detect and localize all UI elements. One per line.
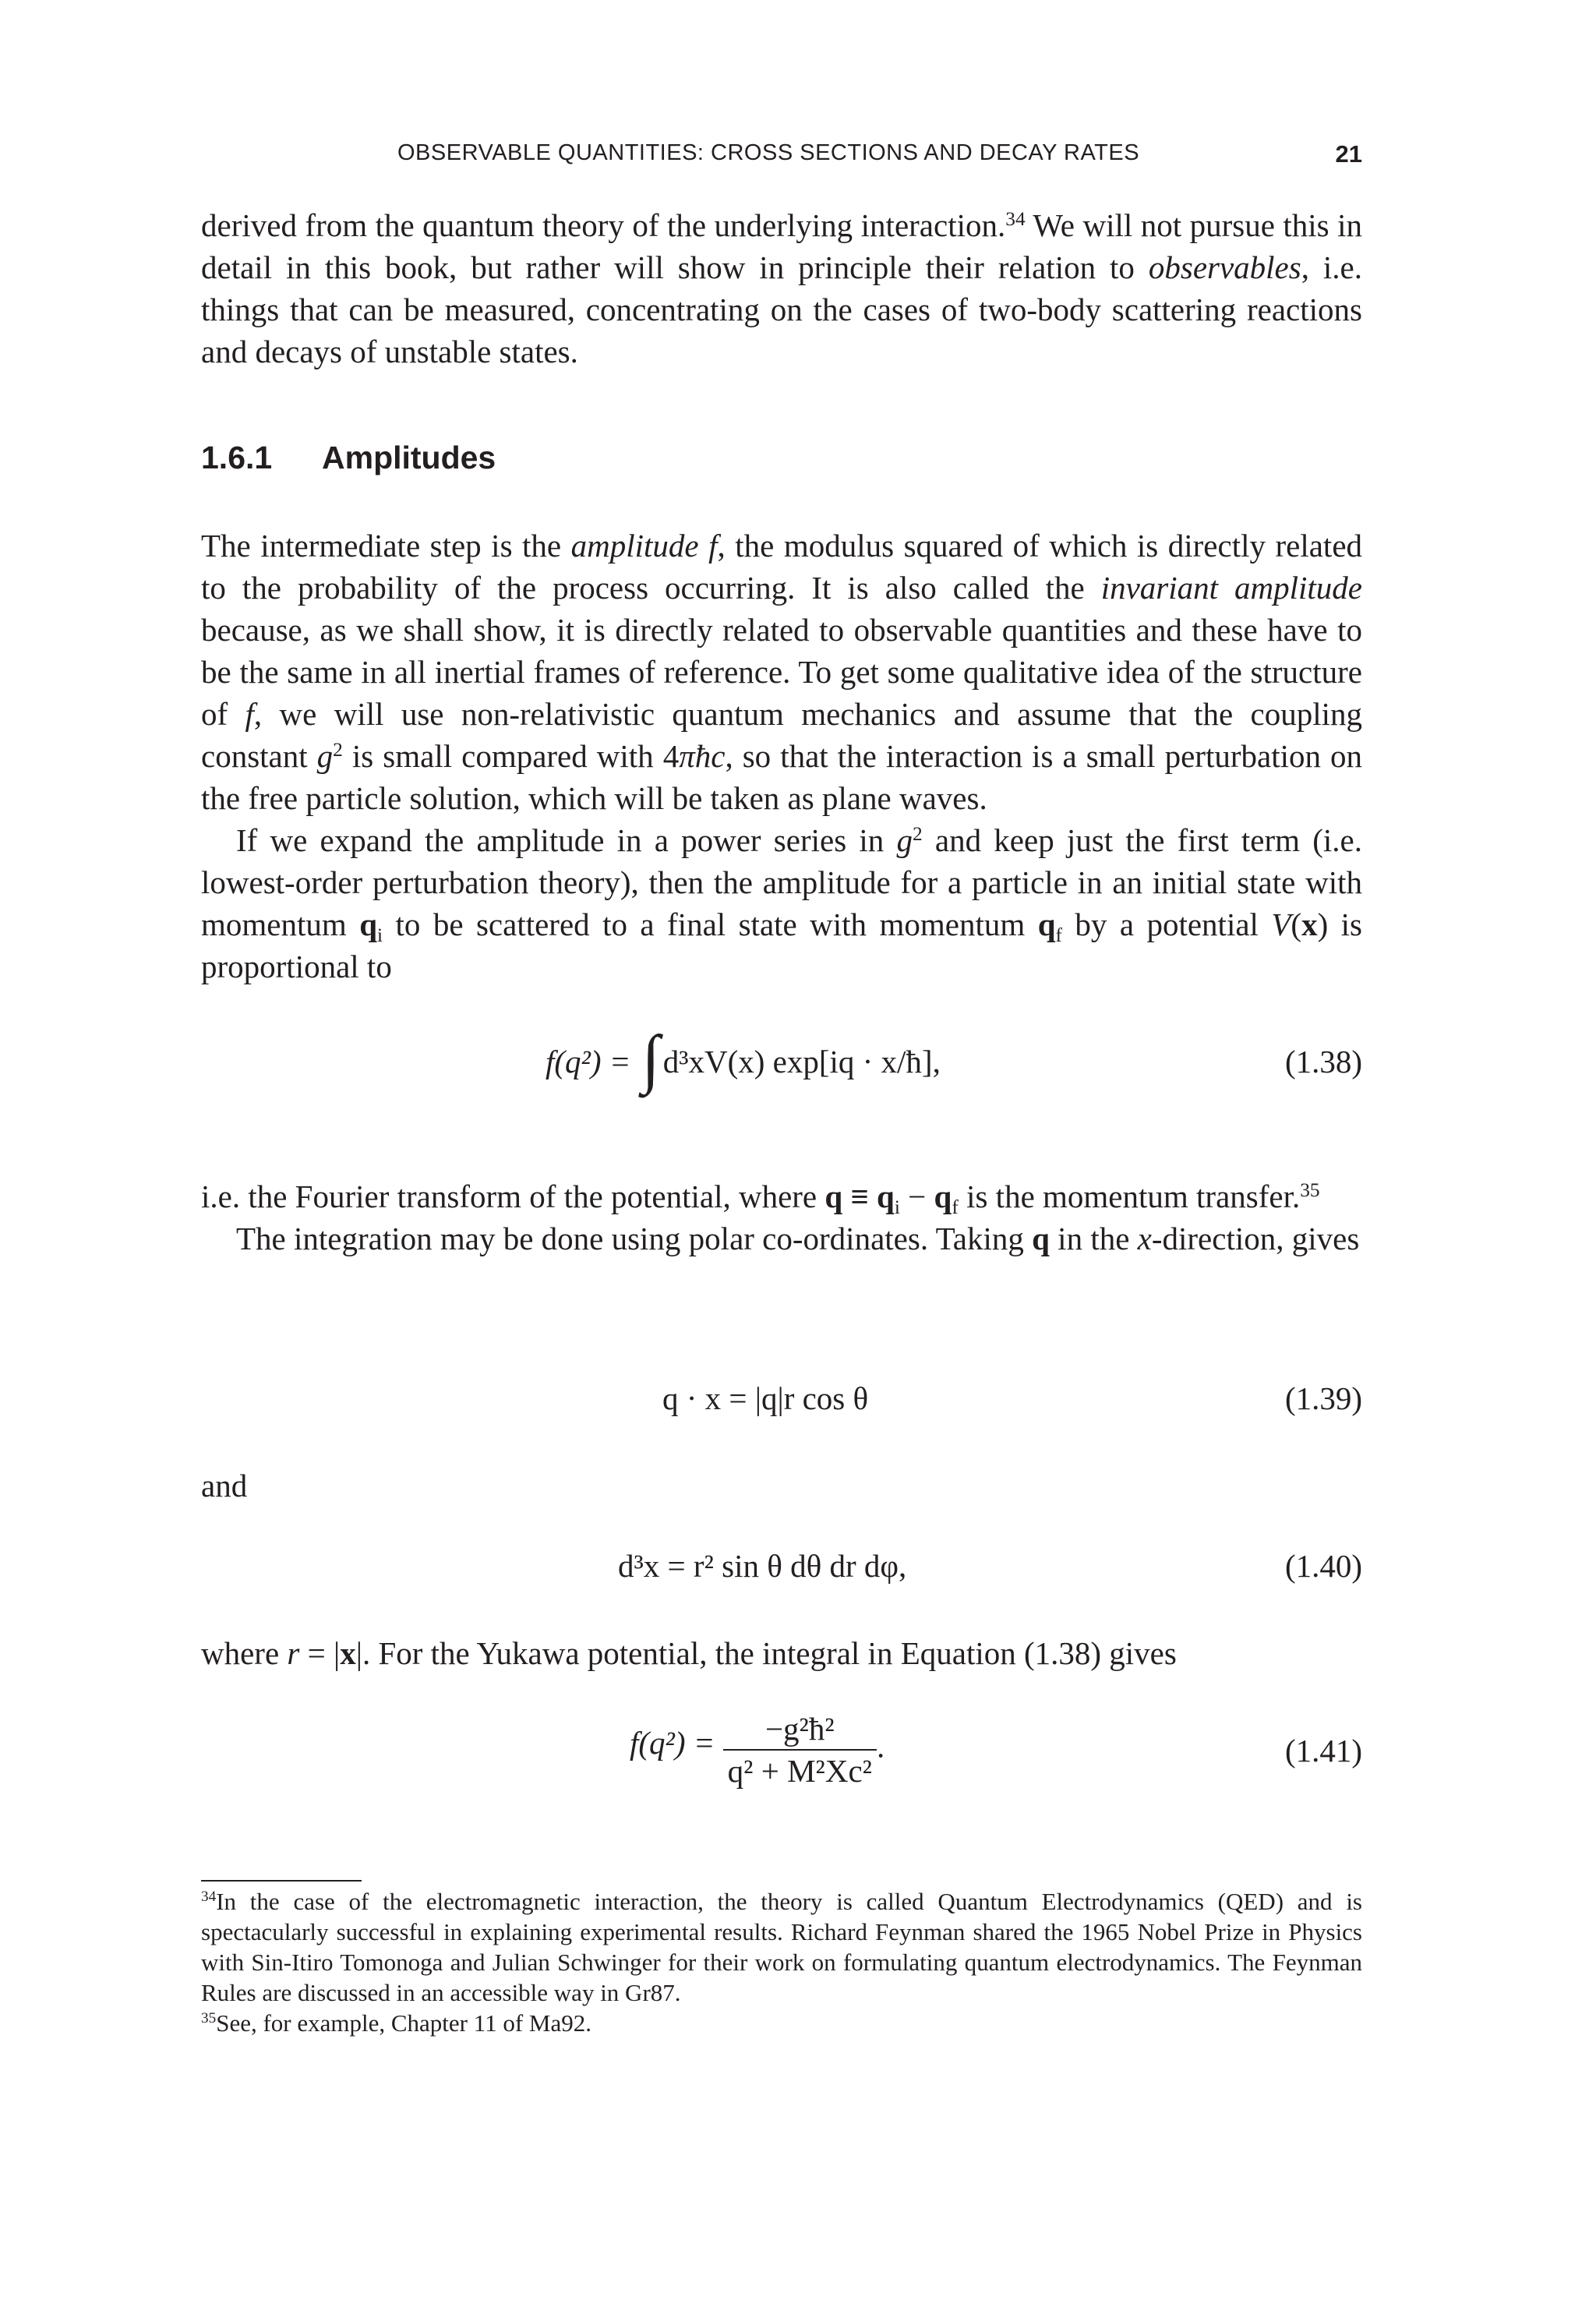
text: i.e. the Fourier transform of the potential, where: [201, 1178, 825, 1214]
body-paragraphs: [201, 525, 1362, 988]
equation-expression: d³x = r² sin θ dθ dr dφ,: [618, 1548, 907, 1584]
paragraph-fourier: [201, 1175, 1362, 1217]
intro-paragraph: [201, 204, 1362, 373]
math-symbol: V: [1271, 906, 1291, 942]
equation-rhs: d³xV(x) exp[iq · x/ħ],: [662, 1044, 941, 1079]
math-symbol: g: [896, 822, 913, 858]
math-symbol: f: [245, 696, 254, 732]
superscript: 2: [912, 823, 923, 846]
text: The intermediate step is the: [201, 528, 571, 564]
footnote-35: [201, 2008, 1362, 2038]
paragraph-amplitude: [201, 525, 1362, 819]
intro-text: derived from the quantum theory of the underlying interaction.: [201, 207, 1006, 243]
text: (: [1291, 906, 1302, 942]
running-title: OBSERVABLE QUANTITIES: CROSS SECTIONS AND DECAY RATES: [397, 140, 1140, 165]
integral-sign: ∫: [641, 1023, 660, 1095]
subscript: f: [952, 1196, 959, 1218]
paragraph-yukawa: [201, 1632, 1362, 1674]
footnote-ref-34[interactable]: 34: [1005, 208, 1026, 231]
footnote-rule: [201, 1880, 362, 1882]
equation-number: (1.40): [1284, 1548, 1362, 1584]
text: −: [899, 1178, 934, 1214]
text: , so that the interaction is a small perturbation on the free particle solution, which will be taken as plane waves.: [201, 738, 1363, 816]
footnote-ref-35[interactable]: 35: [1300, 1179, 1320, 1202]
page-number: 21: [1335, 140, 1362, 168]
equation-expression: [546, 1023, 941, 1095]
subscript: i: [894, 1196, 900, 1218]
math-symbol: x: [340, 1635, 356, 1671]
text: because, as we shall show, it is directly related to observable quantities and these have to be the same in all inertial frames of reference. To get some qualitative idea of the structure of: [201, 612, 1362, 732]
equation-1-40: [201, 1547, 1362, 1594]
equation-expression: q · x = |q|r cos θ: [662, 1380, 869, 1416]
emphasis: amplitude f: [570, 528, 718, 564]
intro-text: , i.e. things that can be measured, concentrating on the cases of two-body scattering reactions and decays of unstable states.: [201, 249, 1362, 369]
math-symbol: q: [359, 906, 378, 942]
text: , the modulus squared of which is directly related to the probability of the process occurring. It is also called the: [201, 528, 1363, 606]
text: and: [201, 1468, 248, 1504]
text: is small compared with 4: [342, 738, 680, 774]
math-symbol: x: [1137, 1221, 1152, 1256]
emphasis: invariant amplitude: [1100, 570, 1362, 606]
section-heading: [201, 440, 496, 476]
fraction: [723, 1708, 877, 1791]
superscript: 2: [333, 739, 343, 761]
text: , we will use non-relativistic quantum mechanics and assume that the coupling constant: [201, 696, 1362, 774]
running-header: [201, 140, 1362, 171]
equation-1-39: [201, 1380, 1362, 1426]
footnote-mark: 34: [201, 1889, 217, 1906]
text: is the momentum transfer.: [958, 1178, 1301, 1214]
equation-1-41: [201, 1708, 1362, 1794]
math-symbol: q: [1032, 1221, 1050, 1256]
equation-number: (1.38): [1284, 1044, 1362, 1079]
footnotes: [201, 1886, 1362, 2038]
text: If we expand the amplitude in a power series in: [236, 822, 897, 858]
fraction-denominator: q² + M²Xc²: [727, 1753, 872, 1789]
equation-lhs: f(q²) =: [546, 1044, 631, 1079]
text: in the: [1049, 1221, 1138, 1256]
paragraph-polar: [201, 1217, 1362, 1260]
section-number: 1.6.1: [201, 440, 273, 475]
equation-expression: [630, 1708, 885, 1791]
footnote-34: [201, 1886, 1362, 2008]
footnote-text: See, for example, Chapter 11 of Ma92.: [216, 2009, 591, 2037]
section-title: Amplitudes: [322, 440, 496, 475]
text: to be scattered to a final state with momentum: [383, 906, 1038, 942]
body-paragraphs-2: [201, 1175, 1362, 1260]
intro-emphasis: observables: [1148, 249, 1301, 285]
text: -direction, gives: [1151, 1221, 1360, 1256]
text: The integration may be done using polar co-ordinates. Taking: [236, 1221, 1033, 1256]
text: by a potential: [1061, 906, 1272, 942]
subscript: f: [1055, 924, 1062, 946]
intro-text: We will not pursue this in detail in this book, but rather will show in principle their relation to: [201, 207, 1363, 285]
math-symbol: q ≡ q: [824, 1178, 895, 1214]
footnote-mark: 35: [201, 2010, 217, 2027]
text: = |: [299, 1635, 341, 1671]
text: where: [201, 1635, 288, 1671]
subscript: i: [377, 924, 383, 946]
fraction-numerator: −g²ħ²: [723, 1708, 877, 1751]
text: ) is proportional to: [201, 906, 1362, 984]
and-line: [201, 1465, 1362, 1507]
equation-number: (1.39): [1284, 1380, 1362, 1416]
text: and keep just the first term (i.e. lowest-order perturbation theory), then the amplitude for a particle in an initial state with momentum: [201, 822, 1362, 942]
math-symbol: g: [316, 738, 334, 774]
math-symbol: πħc: [679, 738, 726, 774]
equation-lhs: f(q²) =: [630, 1725, 715, 1761]
math-symbol: q: [1037, 906, 1056, 942]
math-symbol: r: [287, 1635, 300, 1671]
footnote-text: In the case of the electromagnetic interaction, the theory is called Quantum Electrodynamics (QED) and is spectacularly successful in explaining experimental results. Richard Feynman shared the 1965 Nobel Prize in Physics with Sin-Itiro Tomonoga and Julian Schwinger for their work on formulating quantum electrodynamics. The Feynman Rules are discussed in an accessible way in Gr87.: [201, 1888, 1362, 2006]
equation-number: (1.41): [1284, 1733, 1362, 1769]
punctuation: .: [876, 1728, 885, 1765]
text: |. For the Yukawa potential, the integral in Equation (1.38) gives: [355, 1635, 1177, 1671]
paragraph-power-series: [201, 819, 1362, 988]
equation-1-38: [201, 1023, 1362, 1095]
math-symbol: x: [1301, 906, 1318, 942]
math-symbol: q: [934, 1178, 952, 1214]
